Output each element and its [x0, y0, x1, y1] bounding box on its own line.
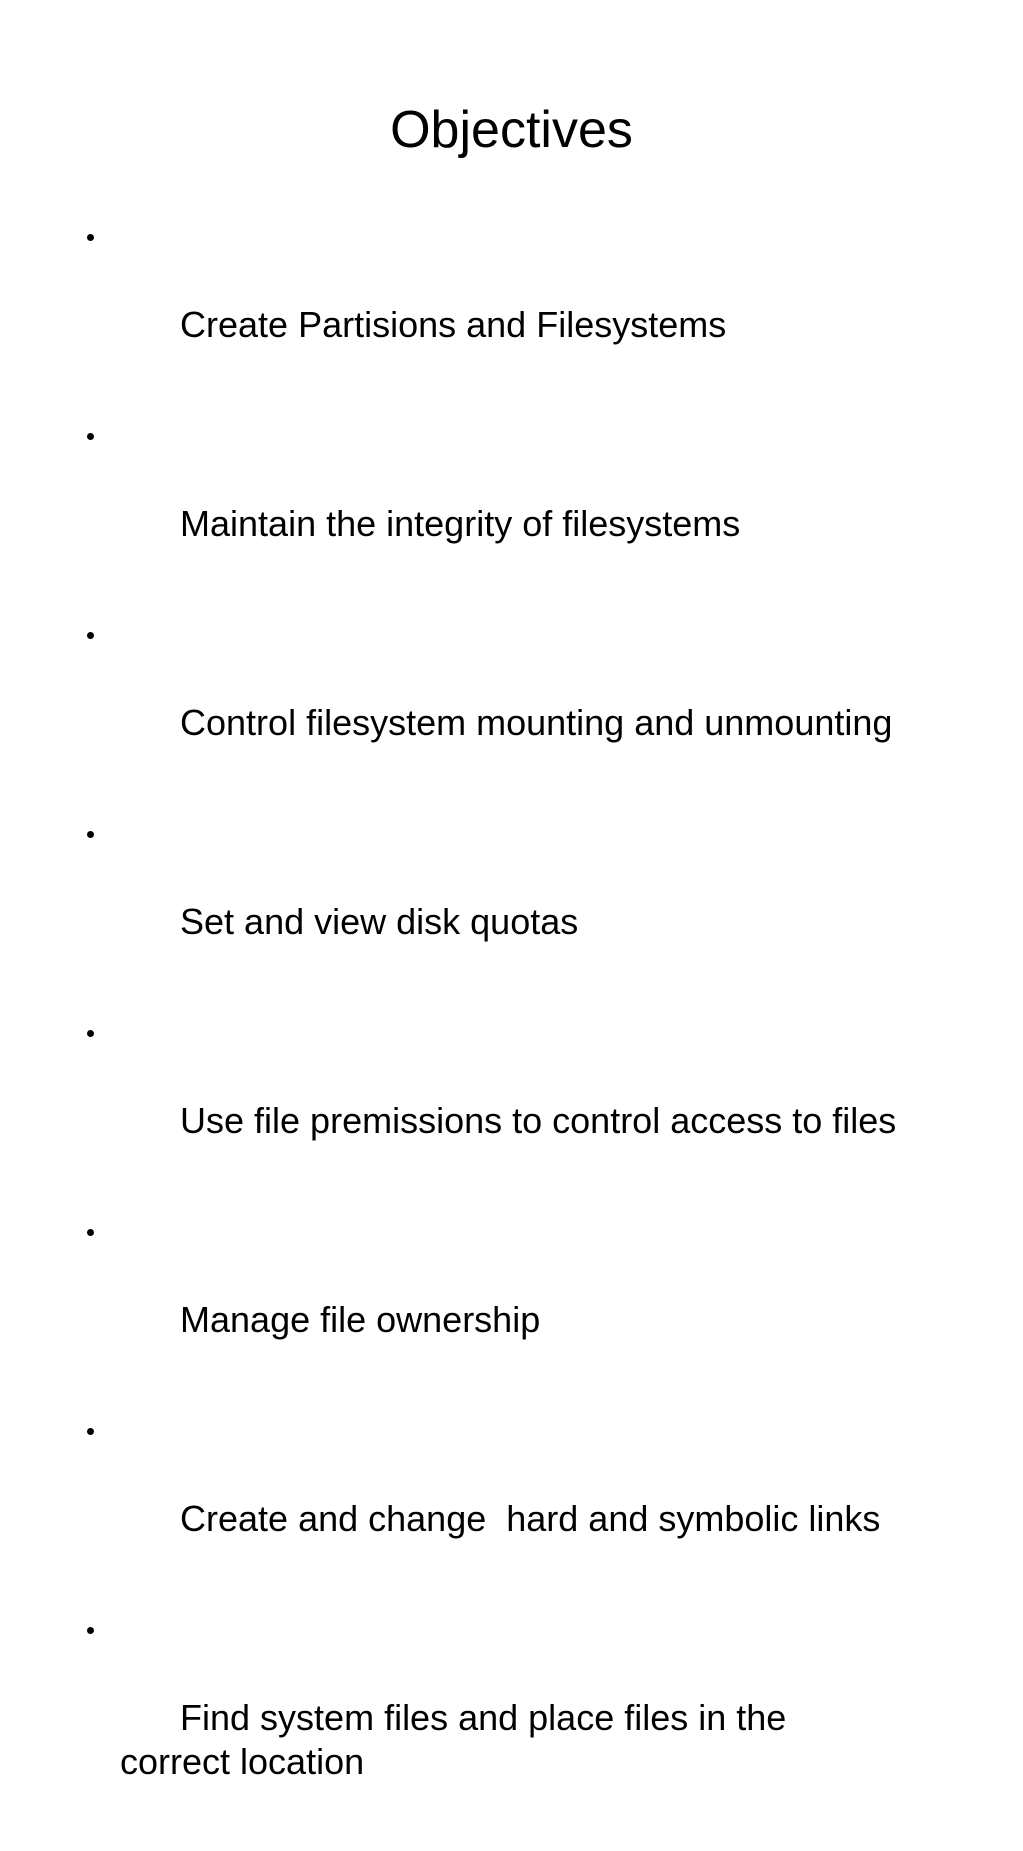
list-item	[84, 1210, 964, 1386]
list-item-text: Control filesystem mounting and unmounting	[180, 702, 893, 743]
bullet-icon	[87, 632, 94, 639]
bullet-icon	[87, 1229, 94, 1236]
slide-title: Objectives	[390, 101, 633, 159]
list-item	[84, 1608, 840, 1828]
list-item-text: Manage file ownership	[180, 1299, 541, 1340]
list-item	[84, 812, 964, 988]
bullet-icon	[87, 1627, 94, 1634]
list-item	[84, 414, 964, 590]
list-item-text: Create Partisions and Filesystems	[180, 304, 727, 345]
list-item-text: Set and view disk quotas	[180, 901, 579, 942]
list-item	[84, 613, 964, 789]
list-item-text: Maintain the integrity of filesystems	[180, 503, 741, 544]
list-item-text: Use file premissions to control access to files	[180, 1100, 897, 1141]
list-item-text: Create and change hard and symbolic links	[180, 1498, 881, 1539]
objectives-list	[84, 215, 964, 1851]
bullet-icon	[87, 433, 94, 440]
list-item	[84, 1011, 964, 1187]
bullet-icon	[87, 234, 94, 241]
bullet-icon	[87, 1428, 94, 1435]
bullet-icon	[87, 831, 94, 838]
list-item	[84, 1409, 964, 1585]
bullet-icon	[87, 1030, 94, 1037]
list-item	[84, 215, 964, 391]
list-item-text: Find system files and place files in the correct location	[120, 1697, 797, 1782]
